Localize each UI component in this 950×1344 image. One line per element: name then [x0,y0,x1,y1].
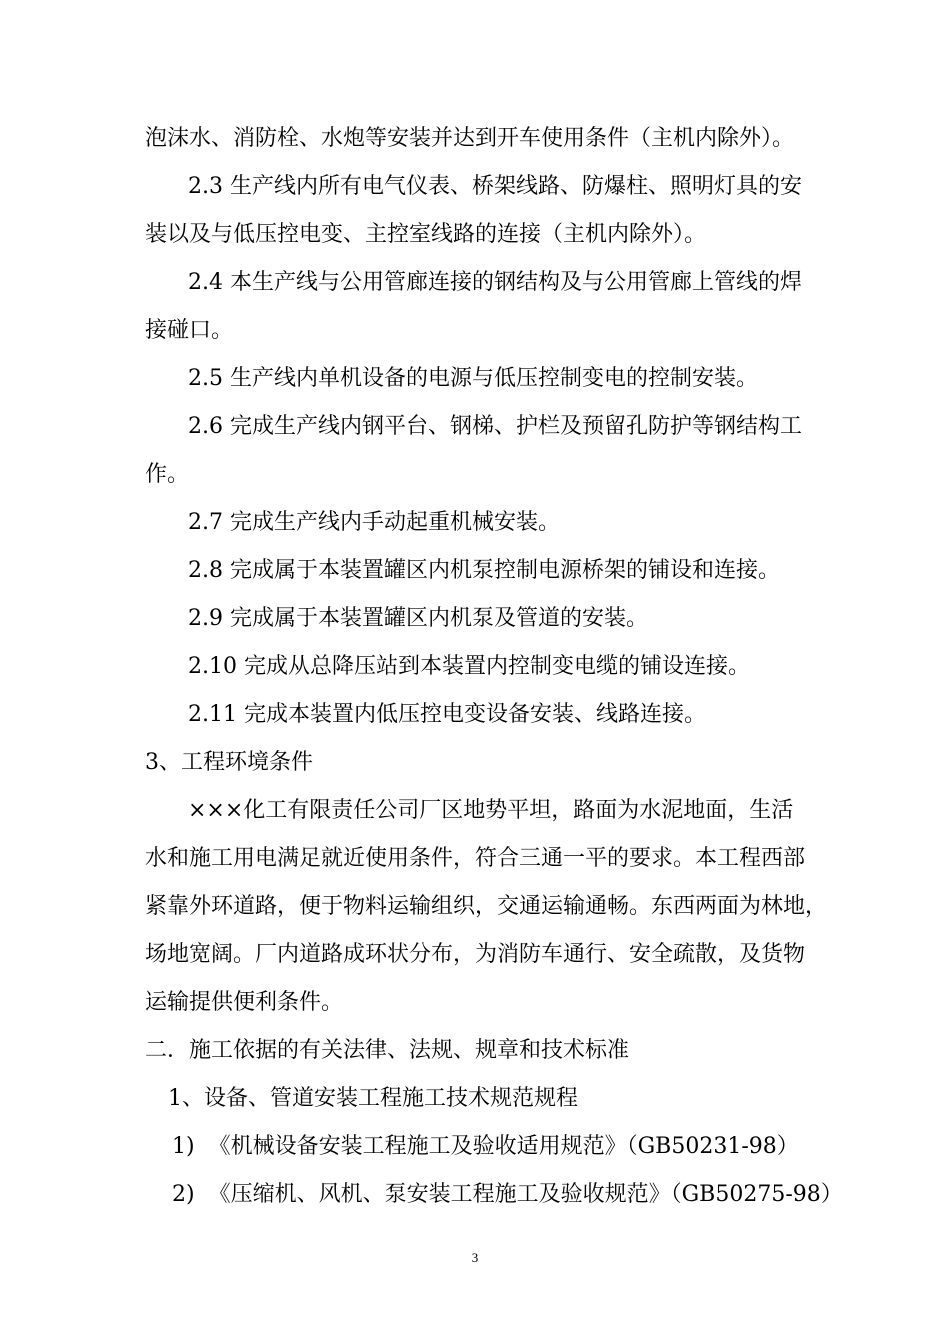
paragraph-line: 运输提供便利条件。 [145,990,344,1015]
item-2-6-line: 2.6 完成生产线内钢平台、钢梯、护栏及预留孔防护等钢结构工 [188,414,802,439]
paragraph-line: 水和施工用电满足就近使用条件，符合三通一平的要求。本工程西部 [145,846,806,871]
item-2-3-line: 2.3 生产线内所有电气仪表、桥架线路、防爆柱、照明灯具的安 [188,174,802,199]
standard-title: 《压缩机、风机、泵安装工程施工及验收规范》（GB50275-98） [208,1182,843,1207]
item-2-8-line: 2.8 完成属于本装置罐区内机泵控制电源桥架的铺设和连接。 [188,558,780,583]
section-heading: 3、工程环境条件 [145,750,313,775]
paragraph-line: 装以及与低压控电变、主控室线路的连接（主机内除外）。 [145,222,707,247]
paragraph-line: 作。 [145,462,190,487]
item-2-9-line: 2.9 完成属于本装置罐区内机泵及管道的安装。 [188,606,648,631]
list-marker: 1) [172,1134,195,1159]
paragraph-line: ×××化工有限责任公司厂区地势平坦，路面为水泥地面，生活 [188,798,794,823]
list-marker: 2) [172,1182,195,1207]
paragraph-line: 场地宽阔。厂内道路成环状分布，为消防车通行、安全疏散，及货物 [145,942,806,967]
subsection-heading: 1、设备、管道安装工程施工技术规范规程 [168,1086,578,1111]
standard-title: 《机械设备安装工程施工及验收适用规范》（GB50231-98） [208,1134,799,1159]
standard-item [172,1180,843,1210]
standard-item [172,1132,837,1162]
item-2-11-line: 2.11 完成本装置内低压控电变设备安装、线路连接。 [188,702,706,727]
paragraph-line: 紧靠外环道路，便于物料运输组织，交通运输通畅。东西两面为林地， [145,894,828,919]
item-2-7-line: 2.7 完成生产线内手动起重机械安装。 [188,510,560,535]
item-2-5-line: 2.5 生产线内单机设备的电源与低压控制变电的控制安装。 [188,366,758,391]
page-number: 3 [471,1250,479,1265]
item-2-4-line: 2.4 本生产线与公用管廊连接的钢结构及与公用管廊上管线的焊 [188,270,802,295]
paragraph-line: 接碰口。 [145,318,234,343]
paragraph-line: 泡沫水、消防栓、水炮等安装并达到开车使用条件（主机内除外）。 [145,126,795,151]
item-2-10-line: 2.10 完成从总降压站到本装置内控制变电缆的铺设连接。 [188,654,750,679]
chapter-heading: 二．施工依据的有关法律、法规、规章和技术标准 [145,1038,630,1063]
